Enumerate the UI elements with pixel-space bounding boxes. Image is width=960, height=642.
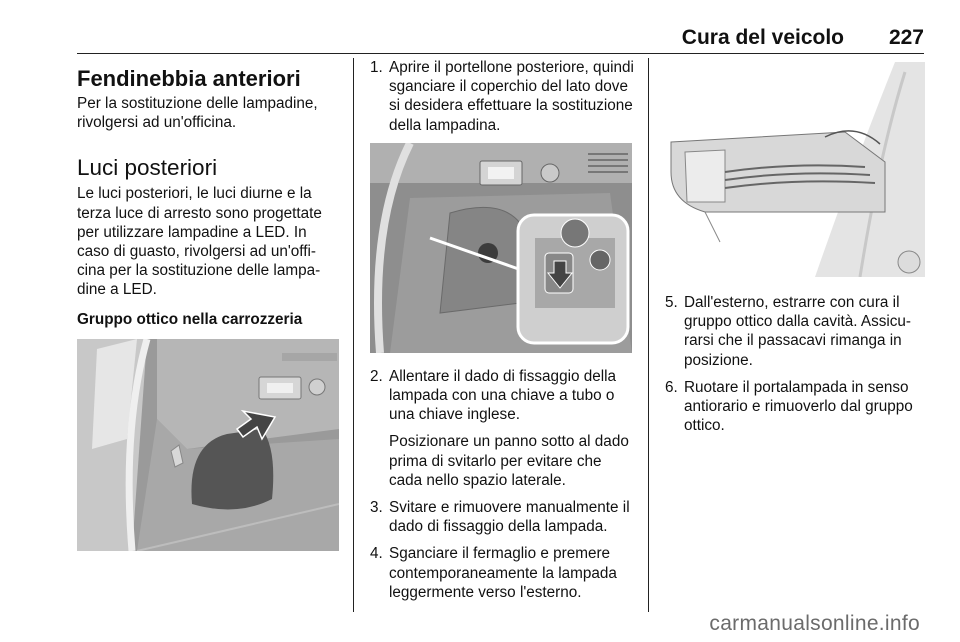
- step-number: 2.: [370, 367, 383, 385]
- illustration-rear-light-unit: [665, 62, 925, 277]
- section-heading-fog-lights: Fendinebbia anteriori: [77, 66, 301, 91]
- subsection-heading-body-light: Gruppo ottico nella carrozzeria: [77, 310, 303, 328]
- step-6: [665, 378, 925, 436]
- fog-lights-text: Per la sostituzione delle lampadine, rivolgersi ad un'officina.: [77, 95, 318, 132]
- watermark: carmanualsonline.info: [709, 612, 920, 635]
- step-text: Allentare il dado di fissaggio della lampada con una chiave a tubo o una chiave inglese.: [389, 367, 617, 424]
- page-header: [77, 26, 924, 52]
- steps-list-4: [665, 293, 925, 435]
- step-text: Dall'esterno, estrarre con cura il gruppo ottico dalla cavità. Assicu-rarsi che il passacavi rimanga in posizione.: [684, 294, 912, 369]
- step-number: 6.: [665, 378, 678, 396]
- step-text: Ruotare il portalampada in senso antiorario e rimuoverlo dal gruppo ottico.: [684, 378, 913, 435]
- column-2: [370, 58, 634, 610]
- step-2: [370, 367, 634, 425]
- rear-lights-text: Le luci posteriori, le luci diurne e la terza luce di arresto sono progettate per utilizzare lampadine a LED. In caso di guasto, rivolgersi ad un'offi-cina per la sostituzione delle lampa-dine a LED.: [77, 185, 322, 299]
- step-1: [370, 58, 634, 135]
- step-number: 4.: [370, 545, 383, 563]
- column-1: [77, 58, 343, 551]
- step-number: 1.: [370, 59, 383, 76]
- step-number: 3.: [370, 499, 383, 517]
- column-divider-2: [648, 58, 649, 612]
- section-heading-rear-lights: Luci posteriori: [77, 155, 218, 181]
- step-4: [370, 544, 634, 602]
- step-text: Svitare e rimuovere manualmente il dado di fissaggio della lampada.: [389, 499, 630, 536]
- step-text: Aprire il portellone posteriore, quindi sganciare il coperchio del lato dove si desidera effettuare la sostituzione della lampadina.: [389, 59, 634, 134]
- step-3: [370, 498, 634, 536]
- illustration-lamp-nut: [370, 143, 632, 353]
- steps-list-3: [370, 498, 634, 602]
- header-rule: [77, 53, 924, 54]
- column-divider-1: [353, 58, 354, 612]
- step-number: 5.: [665, 294, 678, 311]
- steps-list-2: [370, 367, 634, 425]
- page-number: 227: [888, 26, 924, 49]
- illustration-trunk-cover: [77, 339, 339, 551]
- step-text: Sganciare il fermaglio e premere contemporaneamente la lampada leggermente verso l'esterno.: [389, 545, 617, 601]
- chapter-title: Cura del veicolo: [681, 26, 844, 49]
- steps-list-1: [370, 58, 634, 135]
- step-2-note: Posizionare un panno sotto al dado prima di svitarlo per evitare che cada nello spazio laterale.: [389, 433, 629, 489]
- column-3: [665, 58, 925, 443]
- step-5: [665, 293, 925, 370]
